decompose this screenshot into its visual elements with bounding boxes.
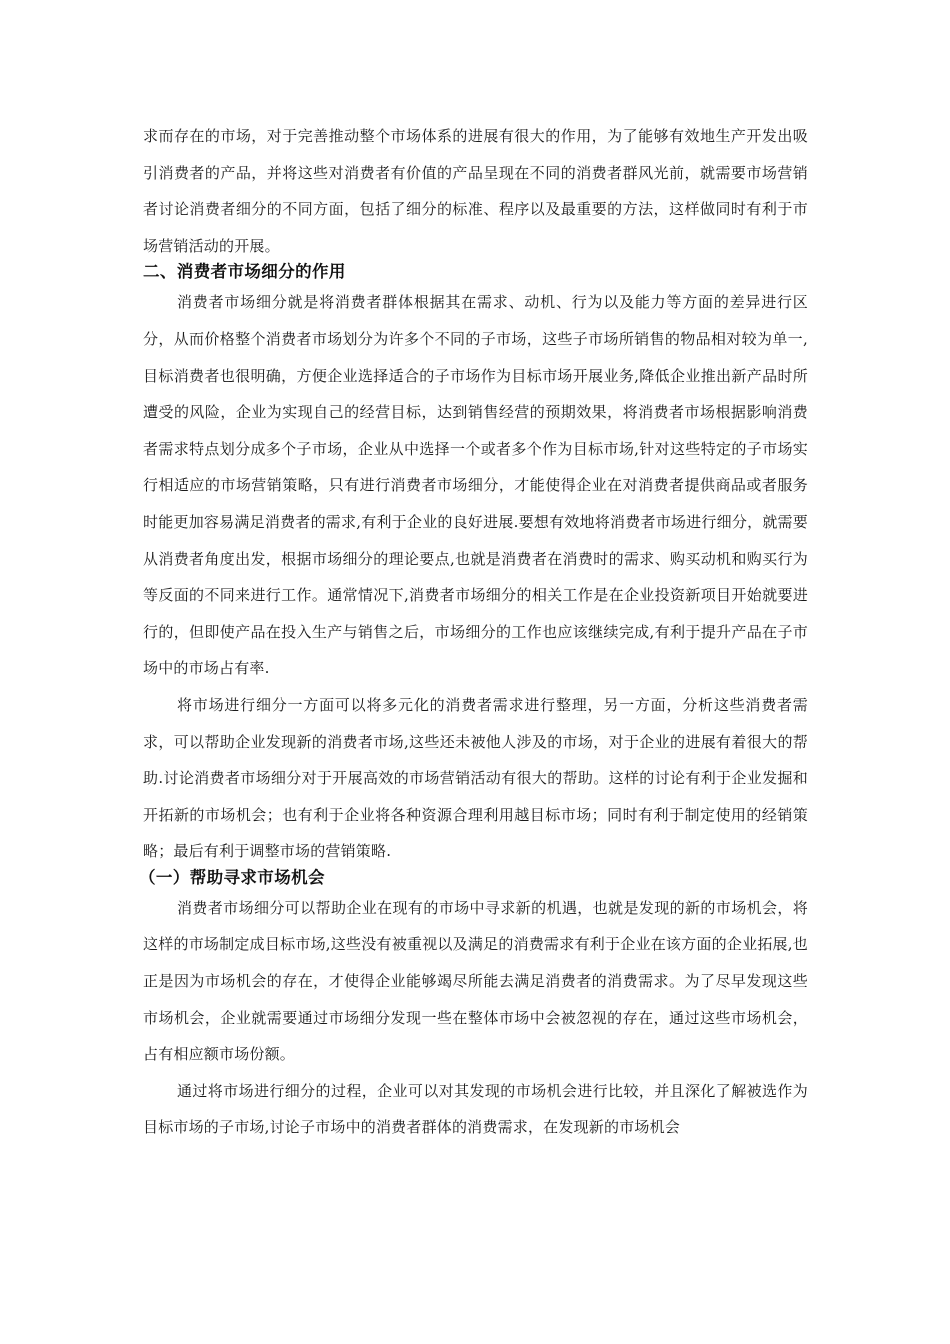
paragraph-definition: 消费者市场细分就是将消费者群体根据其在需求、动机、行为以及能力等方面的差异进行区分，从而价格整个消费者市场划分为许多个不同的子市场，这些子市场所销售的物品相对较为单一,目标消费者也很明确，方便企业选择适合的子市场作为目标市场开展业务,降低企业推出新产品时所遭受的风险，企业为实现自己的经营目标，达到销售经营的预期效果，将消费者市场根据影响消费者需求特点划分成多个子市场，企业从中选择一个或者多个作为目标市场,针对这些特定的子市场实行相适应的市场营销策略，只有进行消费者市场细分，才能使得企业在对消费者提供商品或者服务时能更加容易满足消费者的需求,有利于企业的良好进展.要想有效地将消费者市场进行细分，就需要从消费者角度出发，根据市场细分的理论要点,也就是消费者在消费时的需求、购买动机和购买行为等反面的不同来进行工作。通常情况下,消费者市场细分的相关工作是在企业投资新项目开始就要进行的，但即使产品在投入生产与销售之后，市场细分的工作也应该继续完成,有利于提升产品在子市场中的市场占有率. [143,293,808,678]
paragraph-benefits: 将市场进行细分一方面可以将多元化的消费者需求进行整理，另一方面，分析这些消费者需求，可以帮助企业发现新的消费者市场,这些还未被他人涉及的市场，对于企业的进展有着很大的帮助.讨论消费者市场细分对于开展高效的市场营销活动有很大的帮助。这样的讨论有利于企业发掘和开拓新的市场机会；也有利于企业将各种资源合理利用越目标市场；同时有利于制定使用的经销策略；最后有利于调整市场的营销策略. [143,695,808,861]
paragraph-comparison: 通过将市场进行细分的过程，企业可以对其发现的市场机会进行比较，并且深化了解被选作为目标市场的子市场,讨论子市场中的消费者群体的消费需求，在发现新的市场机会 [143,1081,808,1137]
section-heading-role-of-segmentation: 二、消费者市场细分的作用 [143,262,346,282]
subsection-heading-market-opportunity: （一）帮助寻求市场机会 [139,867,325,887]
paragraph-intro: 求而存在的市场，对于完善推动整个市场体系的进展有很大的作用，为了能够有效地生产开发出吸引消费者的产品，并将这些对消费者有价值的产品呈现在不同的消费者群风光前，就需要市场营销者讨论消费者细分的不同方面，包括了细分的标准、程序以及最重要的方法，这样做同时有利于市场营销活动的开展。 [143,127,808,255]
document-body [139,118,808,1146]
paragraph-opportunity: 消费者市场细分可以帮助企业在现有的市场中寻求新的机遇，也就是发现的新的市场机会，将这样的市场制定成目标市场,这些没有被重视以及满足的消费需求有利于企业在该方面的企业拓展,也正是因为市场机会的存在，才使得企业能够竭尽所能去满足消费者的消费需求。为了尽早发现这些市场机会，企业就需要通过市场细分发现一些在整体市场中会被忽视的存在，通过这些市场机会，占有相应额市场份额。 [143,898,808,1064]
